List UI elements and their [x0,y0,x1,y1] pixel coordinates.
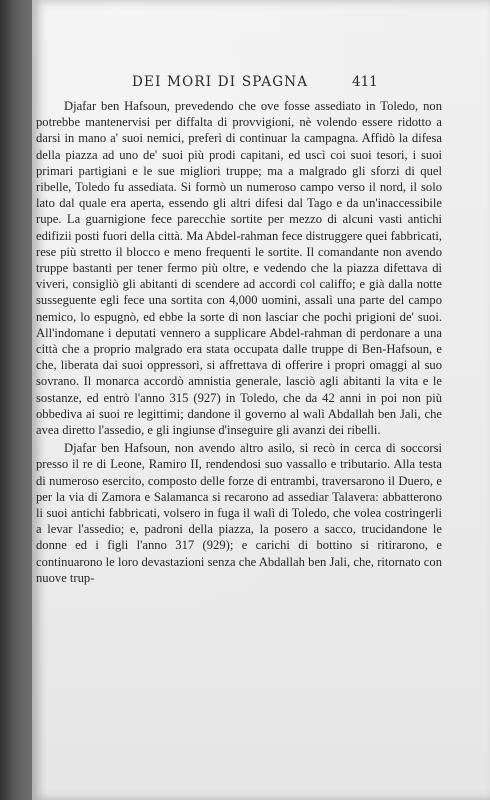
book-page [32,0,490,800]
running-title: DEI MORI DI SPAGNA [132,74,309,90]
page-header [32,74,490,94]
body-text [36,98,442,586]
page-number: 411 [352,74,378,90]
paragraph-2: Djafar ben Hafsoun, non avendo altro asilo, si recò in cerca di soccorsi presso il re di Leone, Ramiro II, rendendosi suo vassallo e tributario. Alla testa di numeroso esercito, composto delle forze di entrambi, traversarono il Duero, e per la via di Zamora e Salamanca si recarono ad assediar Talavera: abbatterono li suoi antichi fabbricati, volsero in fuga il walì di Toledo, che volea costringerli a levar l'assedio; e, padroni della piazza, la posero a sacco, trucidandone le donne ed i figli l'anno 317 (929); e carichi di bottino si ritirarono, e continuarono le loro devastazioni senza che Abdallah ben Jali, che, ritornato con nuove trup- [36,441,442,585]
paragraph-1: Djafar ben Hafsoun, prevedendo che ove fosse assediato in Toledo, non potrebbe mantenervisi per diffalta di provvigioni, nè volendo essere ridotto a darsi in mano a' suoi nemici, preferì di continuar la campagna. Affidò la difesa della piazza ad uno de' suoi più prodi capitani, ed uscì coi suoi tesori, i suoi primari partigiani e le sue migliori truppe; ma a malgrado gli sforzi di quel ribelle, Toledo fu assediata. Si formò un numeroso campo verso il nord, il solo lato dal quale era aperta, essendo gli altri difesi dal Tago e da un'inaccessibile rupe. La guarnigione fece parecchie sortite per mezzo di alcuni vasti antichi edifizii posti fuori della città. Ma Abdel-rahman fece distruggere quei fabbricati, rese più stretto il blocco e meno frequenti le sortite. Il comandante non avendo truppe bastanti per tener fermo più oltre, e vedendo che la piazza difettava di viveri, consigliò gli abitanti di scendere ad accordi col califfo; e già dalla notte susseguente egli fece una sortita con 4,000 uomini, assalì una parte del campo nemico, lo espugnò, ed ebbe la sorte di non lasciar che pochi prigioni de' suoi. All'indomane i deputati vennero a supplicare Abdel-rahman di perdonare a una città che a proprio malgrado era stata occupata dalle truppe di Ben-Hafsoun, e che, liberata dai suoi oppressori, si affrettava di offerire i propri omaggi al suo sovrano. Il monarca accordò amnistia generale, lasciò agli abitanti la vita e le sostanze, ed entrò l'anno 315 (927) in Toledo, che da 42 anni in poi non più obbediva ai suoi re legittimi; dandone il governo al walì Abdallah ben Jali, che avea diretto l'assedio, e gli ingiunse d'inseguire gli avanzi dei ribelli. [36,99,442,438]
